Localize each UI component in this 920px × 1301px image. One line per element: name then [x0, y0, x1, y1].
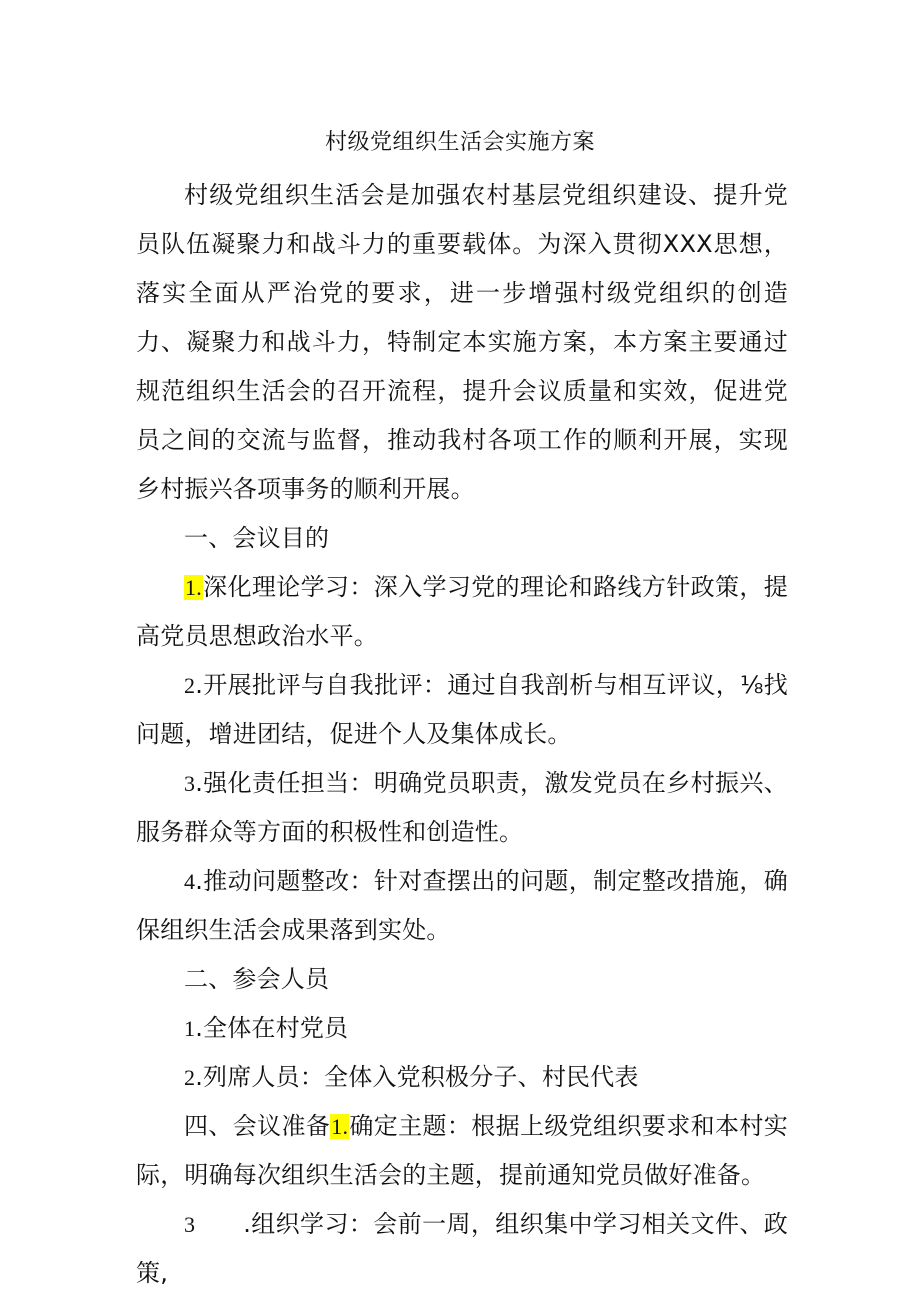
purpose-item-3 — [136, 759, 788, 857]
prep-item-text: .组织学习：会前一周，组织集中学习相关文件、政策, — [136, 1210, 788, 1287]
purpose-item-1 — [136, 563, 788, 661]
purpose-item-text: .推动问题整改：针对查摆出的问题，制定整改措施，确保组织生活会成果落到实处。 — [136, 867, 788, 944]
section-heading-attendees: 二、参会人员 — [184, 965, 330, 993]
attendee-item-text: .列席人员：全体入党积极分子、村民代表 — [195, 1063, 639, 1091]
purpose-item-text: .强化责任担当：明确党员职责，激发党员在乡村振兴、服务群众等方面的积极性和创造性。 — [136, 769, 788, 846]
document-body — [136, 171, 788, 1298]
purpose-item-text: .开展批评与自我批评：通过自我剖析与相互评议，⅛找问题，增进团结，促进个人及集体成长。 — [136, 671, 788, 748]
item-number: 4 — [184, 869, 196, 894]
purpose-item-text: 深化理论学习：深入学习党的理论和路线方针政策，提高党员思想政治水平。 — [136, 573, 788, 650]
highlighted-number: 1. — [331, 1114, 349, 1139]
item-number: 1 — [184, 1016, 196, 1041]
intro-paragraph: 村级党组织生活会是加强农村基层党组织建设、提升党员队伍凝聚力和战斗力的重要载体。为深入贯彻XXX思想，落实全面从严治党的要求，进一步增强村级党组织的创造力、凝聚力和战斗力，特制定本实施方案，本方案主要通过规范组织生活会的召开流程，提升会议质量和实效，促进党员之间的交流与监督，推动我村各项工作的顺利开展，实现乡村振兴各项事务的顺利开展。 — [136, 181, 788, 503]
purpose-item-4 — [136, 857, 788, 955]
item-number: 2 — [184, 673, 196, 698]
section-heading-purpose: 一、会议目的 — [184, 524, 330, 552]
attendee-item-2 — [136, 1053, 788, 1102]
section-heading-prep: 四、会议准备 — [184, 1112, 331, 1140]
prep-item-text: 确定主题：根据上级党组织要求和本村实际，明确每次组织生活会的主题，提前通知党员做好准备。 — [136, 1112, 788, 1189]
attendee-item-text: .全体在村党员 — [195, 1014, 349, 1042]
document-title: 村级党组织生活会实施方案 — [324, 130, 595, 155]
item-number: 2 — [184, 1065, 196, 1090]
highlighted-number: 1. — [185, 575, 202, 600]
item-number: 3 — [184, 771, 196, 796]
purpose-item-2 — [136, 661, 788, 759]
prep-item-2 — [136, 1200, 788, 1298]
attendee-item-1 — [136, 1004, 788, 1053]
prep-item-1 — [136, 1102, 788, 1200]
item-number: 3 — [184, 1212, 196, 1237]
